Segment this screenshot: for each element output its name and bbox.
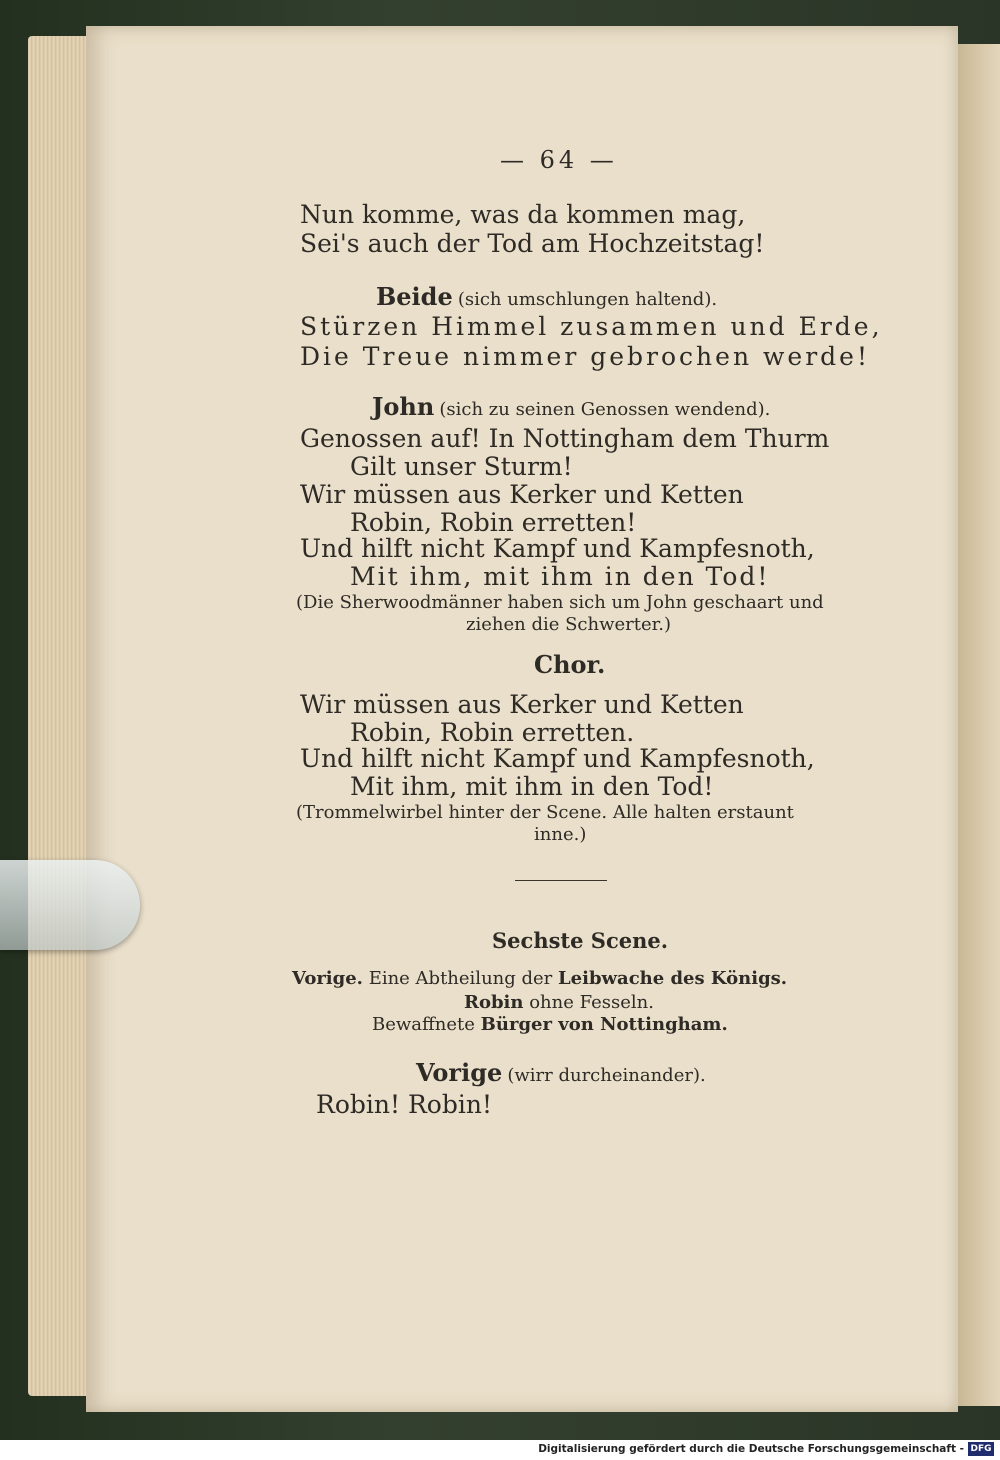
verse-line: Und hilft nicht Kampf und Kampfesnoth,: [300, 744, 815, 773]
verse-line: Wir müssen aus Kerker und Ketten: [300, 480, 744, 509]
speaker-name: Beide: [376, 282, 453, 311]
verse-line: Mit ihm, mit ihm in den Tod!: [350, 772, 714, 801]
stage-direction: (Trommelwirbel hinter der Scene. Alle halten erstaunt: [296, 802, 794, 823]
stage-direction: ziehen die Schwerter.): [466, 614, 672, 635]
verse-line: Und hilft nicht Kampf und Kampfesnoth,: [300, 534, 815, 563]
cast-line: [372, 1014, 728, 1035]
cast-text: Bewaffnete: [372, 1014, 475, 1035]
cast-text: ohne Fesseln.: [529, 992, 654, 1013]
stage-direction: (sich umschlungen haltend).: [457, 289, 718, 310]
stage-direction: (Die Sherwoodmänner haben sich um John geschaart und: [296, 592, 824, 613]
cast-name: Leibwache des Königs.: [558, 968, 788, 989]
page-number: — 64 —: [500, 146, 618, 174]
verse-line: Wir müssen aus Kerker und Ketten: [300, 690, 744, 719]
page-clip: [0, 860, 140, 950]
book-page-edges: [28, 36, 88, 1396]
verse-line: Robin, Robin erretten.: [350, 718, 635, 747]
stage-direction: (sich zu seinen Genossen wendend).: [439, 399, 771, 420]
scene-title: Sechste Scene.: [492, 928, 669, 953]
facing-page-edge: [958, 44, 1000, 1406]
cast-name: Vorige.: [292, 968, 363, 989]
footer-credit: Digitalisierung gefördert durch die Deutsche Forschungsgemeinschaft -: [538, 1443, 964, 1455]
verse-line: Die Treue nimmer gebrochen werde!: [300, 342, 870, 371]
section-divider: [515, 880, 607, 881]
verse-line: Sei's auch der Tod am Hochzeitstag!: [300, 229, 765, 258]
chorus-heading: Chor.: [534, 650, 606, 679]
stage-direction: inne.): [534, 824, 587, 845]
speaker-name: John: [372, 392, 435, 421]
cast-line: [292, 968, 787, 989]
verse-line: Robin, Robin erretten!: [350, 508, 637, 537]
cast-name: Bürger von Nottingham.: [480, 1014, 728, 1035]
verse-line: Nun komme, was da kommen mag,: [300, 200, 746, 229]
speaker-line: [372, 392, 770, 421]
speaker-line: [416, 1058, 706, 1087]
verse-line: Mit ihm, mit ihm in den Tod!: [350, 562, 770, 591]
verse-line: Robin! Robin!: [316, 1090, 492, 1119]
speaker-name: Vorige: [416, 1058, 503, 1087]
dfg-logo: DFG: [968, 1442, 994, 1456]
verse-line: Genossen auf! In Nottingham dem Thurm: [300, 424, 830, 453]
cast-text: Eine Abtheilung der: [368, 968, 553, 989]
cast-name: Robin: [464, 992, 524, 1013]
cast-line: [464, 992, 654, 1013]
verse-line: Gilt unser Sturm!: [350, 452, 573, 481]
stage-direction: (wirr durcheinander).: [507, 1065, 706, 1086]
verse-line: Stürzen Himmel zusammen und Erde,: [300, 312, 883, 341]
speaker-line: [376, 282, 717, 311]
